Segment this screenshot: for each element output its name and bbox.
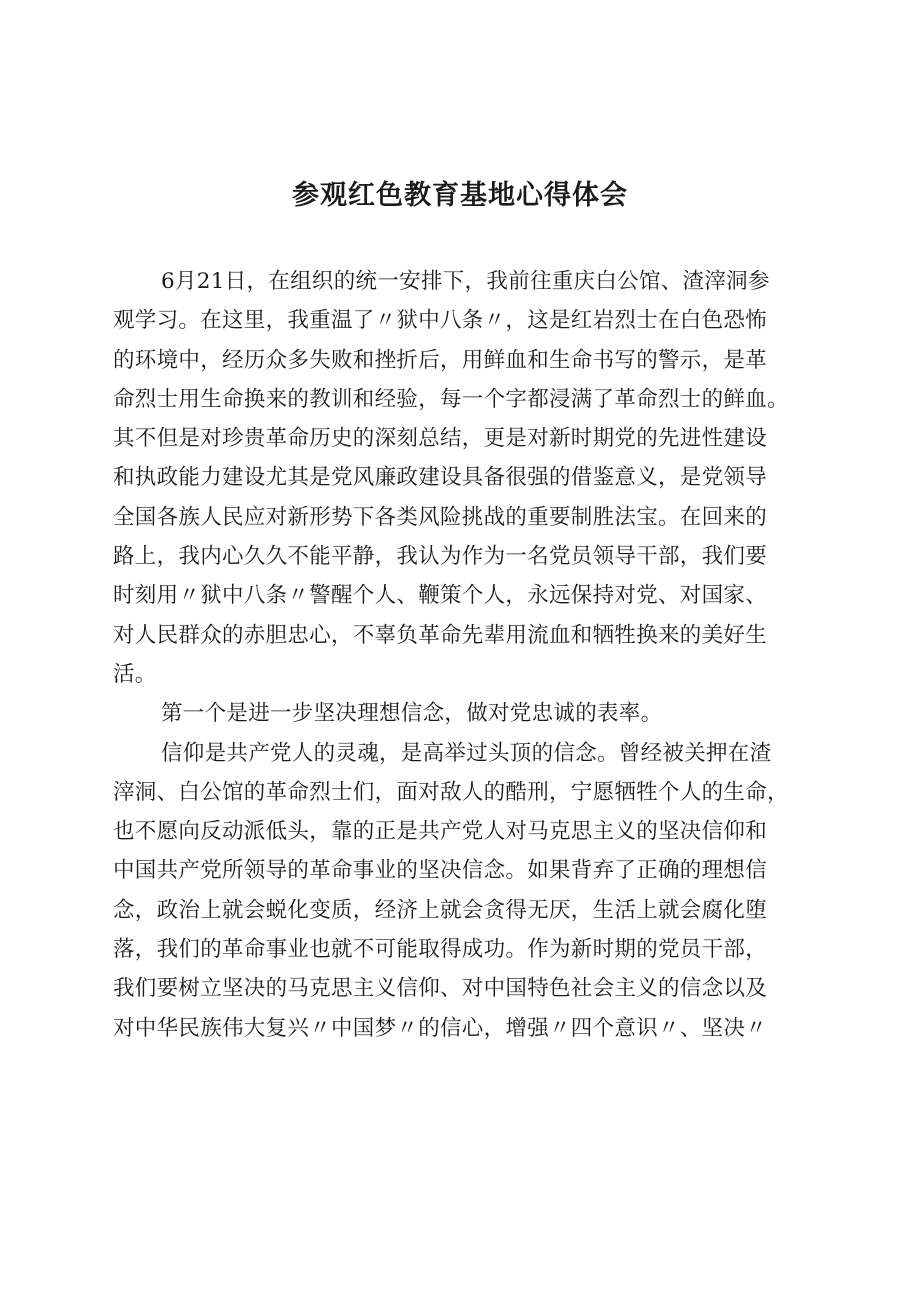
paragraph-1 (113, 262, 823, 694)
text-line: 落，我们的革命事业也就不可能取得成功。作为新时期的党员干部， (113, 937, 768, 963)
text-line: 我们要树立坚决的马克思主义信仰、对中国特色社会主义的信念以及 (113, 976, 768, 1002)
document-body (113, 262, 823, 1048)
text-line: 第一个是进一步坚决理想信念，做对党忠诚的表率。 (161, 701, 663, 727)
text-line: 命烈士用生命换来的教训和经验，每一个字都浸满了革命烈士的鲜血。 (113, 386, 789, 412)
text-line: 对人民群众的赤胆忠心，不辜负革命先辈用流血和牺牲换来的美好生 (113, 622, 768, 648)
text-line: 6月21日，在组织的统一安排下，我前往重庆白公馆、渣滓洞参 (161, 269, 770, 294)
text-line: 滓洞、白公馆的革命烈士们，面对敌人的酷刑，宁愿牺牲个人的生命， (113, 779, 789, 805)
text-line: 也不愿向反动派低头，靠的正是共产党人对马克思主义的坚决信仰和 (113, 819, 768, 845)
text-line: 念，政治上就会蜕化变质，经济上就会贪得无厌，生活上就会腐化堕 (113, 897, 768, 923)
text-line: 和执政能力建设尤其是党风廉政建设具备很强的借鉴意义，是党领导 (113, 465, 768, 491)
text-line: 路上，我内心久久不能平静，我认为作为一名党员领导干部，我们要 (113, 544, 768, 570)
text-line: 中国共产党所领导的革命事业的坚决信念。如果背弃了正确的理想信 (113, 858, 768, 884)
text-line: 全国各族人民应对新形势下各类风险挑战的重要制胜法宝。在回来的 (113, 504, 768, 530)
paragraph-3 (113, 734, 823, 1048)
paragraph-2-heading (113, 694, 823, 733)
text-line: 对中华民族伟大复兴〃中国梦〃的信心，增强〃四个意识〃、坚决〃 (113, 1015, 768, 1041)
text-line: 活。 (113, 661, 157, 687)
text-line: 其不但是对珍贵革命历史的深刻总结，更是对新时期党的先进性建设 (113, 426, 768, 452)
text-line: 的环境中，经历众多失败和挫折后，用鲜血和生命书写的警示，是革 (113, 347, 768, 373)
text-line: 信仰是共产党人的灵魂，是高举过头顶的信念。曾经被关押在渣 (161, 740, 772, 766)
document-title: 参观红色教育基地心得体会 (292, 180, 628, 211)
text-line: 观学习。在这里，我重温了〃狱中八条〃，这是红岩烈士在白色恐怖 (113, 308, 768, 334)
text-line: 时刻用〃狱中八条〃警醒个人、鞭策个人，永远保持对党、对国家、 (113, 583, 768, 609)
